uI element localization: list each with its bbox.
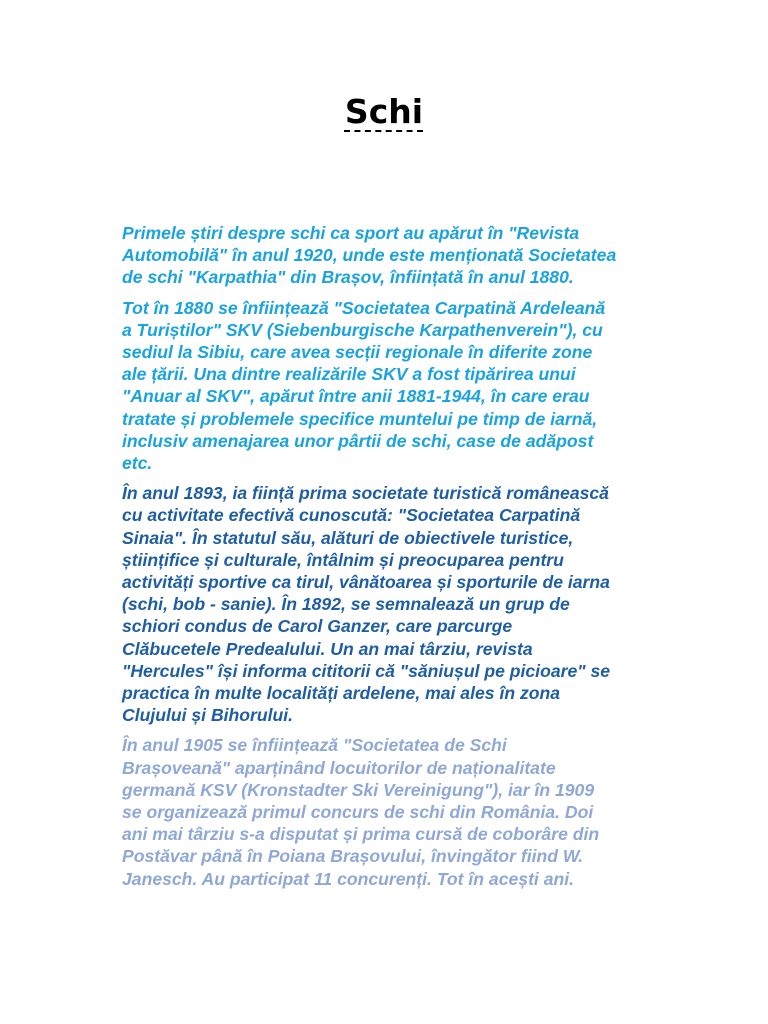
paragraph-line: Brașoveană" aparținând locuitorilor de naționalitate bbox=[122, 757, 556, 778]
paragraph-4 bbox=[122, 734, 682, 889]
paragraph-line: germană KSV (Kronstadter Ski Vereinigung"), iar în 1909 bbox=[122, 779, 595, 800]
paragraph-3 bbox=[122, 482, 682, 726]
paragraph-line: cu activitate efectivă cunoscută: "Societatea Carpatină bbox=[122, 505, 581, 526]
paragraph-line: Clăbucetele Predealului. Un an mai târziu, revista bbox=[122, 638, 533, 659]
paragraph-line: (schi, bob - sanie). În 1892, se semnalează un grup de bbox=[122, 594, 570, 615]
paragraph-line: Sinaia". În statutul său, alături de obiectivele turistice, bbox=[122, 527, 574, 548]
paragraph-line: Tot în 1880 se înființează "Societatea Carpatină Ardeleană bbox=[122, 297, 606, 318]
paragraph-line: În anul 1893, ia ființă prima societate turistică românească bbox=[122, 483, 609, 504]
paragraph-line: Janesch. Au participat 11 concurenți. Tot în acești ani. bbox=[122, 868, 575, 889]
paragraph-line: Primele știri despre schi ca sport au apărut în "Revista bbox=[122, 223, 580, 243]
paragraph-line: a Turiștilor" SKV (Siebenburgische Karpathenverein"), cu bbox=[122, 319, 603, 340]
paragraph-line: științifice și culturale, întâlnim și preocuparea pentru bbox=[122, 549, 564, 570]
paragraph-line: ani mai târziu s-a disputat și prima cursă de coborâre din bbox=[122, 824, 600, 845]
paragraph-line: schiori condus de Carol Ganzer, care parcurge bbox=[122, 616, 513, 637]
paragraph-line: "Hercules" își informa cititorii că "săniușul pe picioare" se bbox=[122, 660, 611, 681]
paragraph-line: "Anuar al SKV", apărut între anii 1881-1944, în care erau bbox=[122, 386, 590, 407]
paragraph-line: sediul la Sibiu, care avea secții regionale în diferite zone bbox=[122, 342, 593, 363]
paragraph-2 bbox=[122, 297, 682, 475]
paragraph-line: de schi "Karpathia" din Brașov, înființată în anul 1880. bbox=[122, 267, 574, 288]
paragraph-line: se organizează primul concurs de schi din România. Doi bbox=[122, 802, 594, 823]
paragraph-line: Automobilă" în anul 1920, unde este menționată Societatea bbox=[122, 245, 617, 266]
paragraph-line: Clujului și Bihorului. bbox=[122, 705, 294, 726]
paragraph-line: ale țării. Una dintre realizările SKV a fost tipărirea unui bbox=[122, 364, 576, 385]
document-body bbox=[122, 222, 682, 898]
paragraph-1 bbox=[122, 222, 682, 289]
paragraph-line: Postăvar până în Poiana Brașovului, învingător fiind W. bbox=[122, 846, 584, 867]
paragraph-line: etc. bbox=[122, 453, 153, 474]
paragraph-line: inclusiv amenajarea unor pârtii de schi, case de adăpost bbox=[122, 430, 594, 451]
page-title: Schi bbox=[344, 92, 424, 131]
paragraph-line: În anul 1905 se înființează "Societatea de Schi bbox=[122, 735, 507, 756]
paragraph-line: tratate și problemele specifice muntelui pe timp de iarnă, bbox=[122, 408, 598, 429]
paragraph-line: practica în multe localități ardelene, mai ales în zona bbox=[122, 683, 561, 704]
paragraph-line: activități sportive ca tirul, vânătoarea și sporturile de iarna bbox=[122, 572, 610, 593]
